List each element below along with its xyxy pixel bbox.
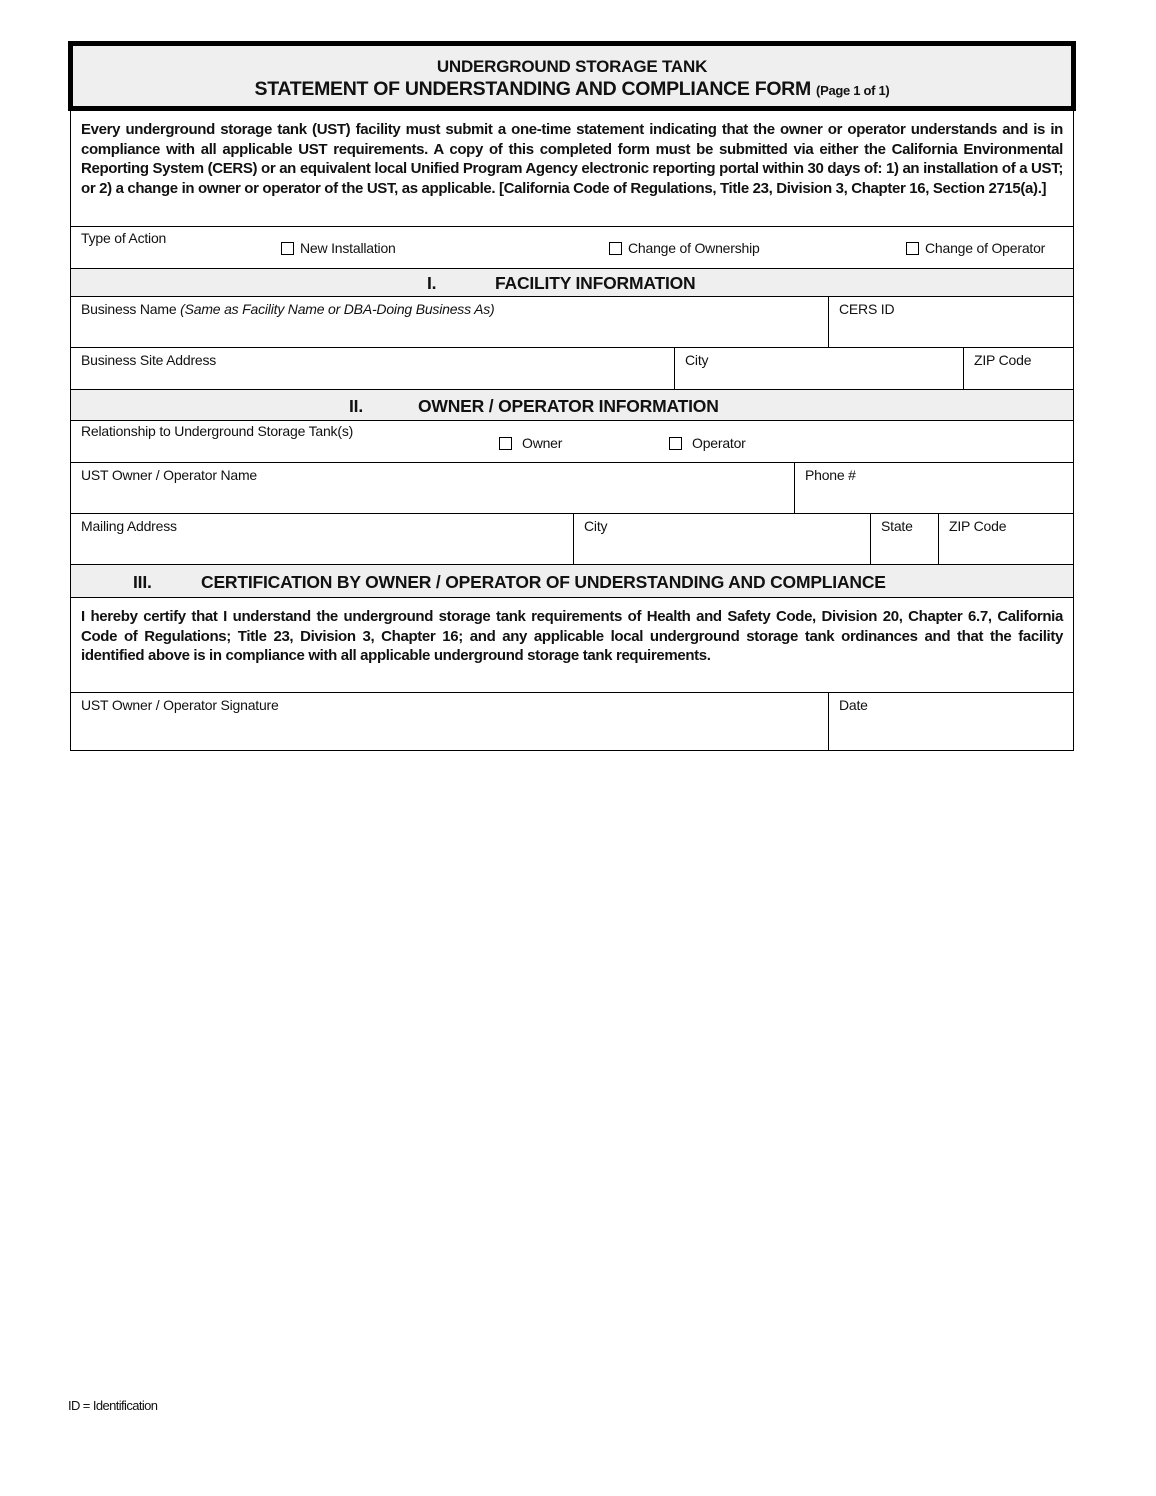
page-indicator: (Page 1 of 1) — [816, 83, 890, 98]
section-2-header: II. OWNER / OPERATOR INFORMATION — [71, 390, 1073, 421]
signature-field[interactable]: UST Owner / Operator Signature — [81, 697, 279, 713]
site-zip-field[interactable]: ZIP Code — [963, 348, 1073, 389]
certification-text: I hereby certify that I understand the underground storage tank requirements of Health and Safety Code, Division 20, Chapter 6.7, California Code of Regulations; Title 23, Division 3, Chapter 16; and any applicable local underground storage tank ordinances and that the facility identified above is in compliance with all applicable underground storage tank requirements. — [71, 598, 1073, 693]
type-of-action-row — [71, 227, 1073, 269]
owner-name-field[interactable]: UST Owner / Operator Name — [81, 467, 258, 483]
checkbox-icon[interactable] — [281, 242, 294, 255]
intro-text: Every underground storage tank (UST) facility must submit a one-time statement indicating that the owner or operator understands and is in compliance with all applicable UST requirements. A copy of this completed form must be submitted via either the California Environmental Reporting System (CERS) or an equivalent local Unified Program Agency electronic reporting portal within 30 days of: 1) an installation of a UST; or 2) a change in owner or operator of the UST, as applicable. [California Code of Regulations, Title 23, Division 3, Chapter 16, Section 2715(a).] — [71, 111, 1073, 227]
site-address-field[interactable]: Business Site Address — [81, 352, 217, 368]
checkbox-icon[interactable] — [609, 242, 622, 255]
cers-id-field[interactable]: CERS ID — [828, 297, 1073, 347]
mailing-zip-field[interactable]: ZIP Code — [938, 514, 1073, 564]
section-1-header: I. FACILITY INFORMATION — [71, 269, 1073, 297]
relationship-label: Relationship to Underground Storage Tank(s) — [81, 423, 354, 439]
footnote: ID = Identification — [68, 1398, 158, 1413]
operator-checkbox[interactable]: Operator — [669, 435, 746, 451]
title-line2: STATEMENT OF UNDERSTANDING AND COMPLIANCE FORM — [254, 78, 811, 100]
state-field[interactable]: State — [870, 514, 938, 564]
change-of-ownership-checkbox[interactable]: Change of Ownership — [609, 240, 760, 256]
phone-field[interactable]: Phone # — [794, 463, 1073, 513]
date-field[interactable]: Date — [828, 693, 1073, 750]
business-name-field[interactable]: Business Name (Same as Facility Name or DBA-Doing Business As) — [81, 301, 495, 317]
checkbox-icon[interactable] — [499, 437, 512, 450]
new-installation-checkbox[interactable]: New Installation — [281, 240, 396, 256]
change-of-operator-checkbox[interactable]: Change of Operator — [906, 240, 1045, 256]
form-title — [68, 41, 1076, 111]
mailing-city-field[interactable]: City — [573, 514, 870, 564]
type-of-action-label: Type of Action — [81, 230, 167, 246]
checkbox-icon[interactable] — [669, 437, 682, 450]
form-body — [70, 111, 1074, 751]
mailing-address-field[interactable]: Mailing Address — [81, 518, 177, 534]
site-city-field[interactable]: City — [674, 348, 963, 389]
section-3-header: III. CERTIFICATION BY OWNER / OPERATOR OF UNDERSTANDING AND COMPLIANCE — [71, 565, 1073, 598]
title-line1: UNDERGROUND STORAGE TANK — [436, 57, 708, 76]
owner-checkbox[interactable]: Owner — [499, 435, 562, 451]
checkbox-icon[interactable] — [906, 242, 919, 255]
